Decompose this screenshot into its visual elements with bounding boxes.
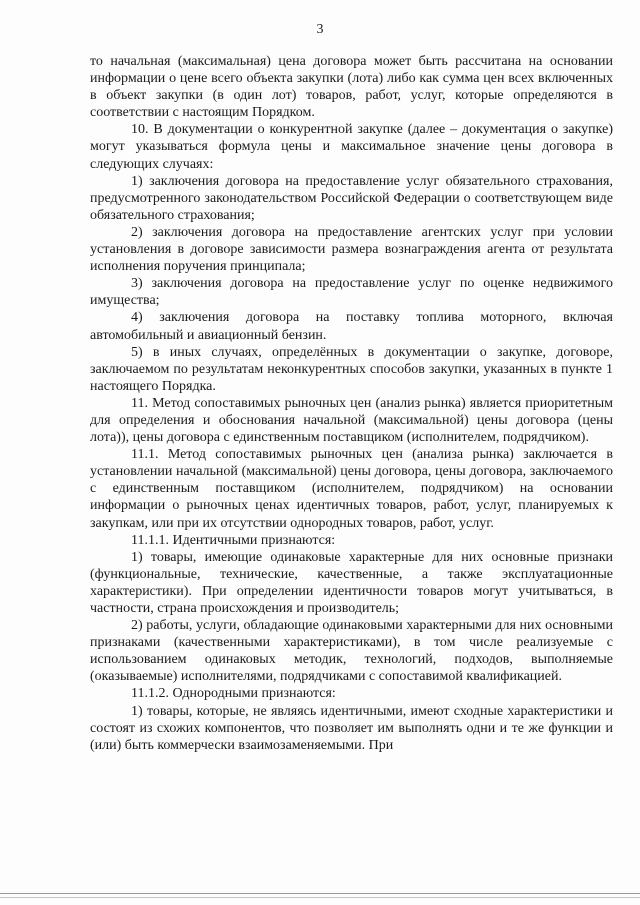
paragraph-clause-10-item-1: 1) заключения договора на предоставление услуг обязательного страхования, предусмотренного законодательством Российской Федерации о соответствующем виде обязательного страхования; xyxy=(90,173,613,223)
paragraph-clause-11-1-1: 11.1.1. Идентичными признаются: xyxy=(131,532,336,548)
document-body xyxy=(90,53,613,754)
paragraph-clause-10-item-3: 3) заключения договора на предоставление услуг по оценке недвижимого имущества; xyxy=(90,276,613,309)
paragraph-clause-10-item-2: 2) заключения договора на предоставление агентских услуг при условии установления в договоре зависимости размера вознаграждения агента от результата исполнения поручения принципала; xyxy=(90,224,613,275)
paragraph-clause-11: 11. Метод сопоставимых рыночных цен (анализ рынка) является приоритетным для определения и обоснования начальной (максимальной) цены договора (цены лота)), цены договора с единственным поставщиком (исполнителем, подрядчиком). xyxy=(90,395,613,446)
paragraph-clause-10-item-5: 5) в иных случаях, определённых в документации о закупке, договоре, заключаемом по результатам неконкурентных способов закупки, указанных в пункте 1 настоящего Порядка. xyxy=(90,344,613,394)
paragraph-clause-11-1: 11.1. Метод сопоставимых рыночных цен (анализа рынка) заключается в установлении начальной (максимальной) цены договора, цены договора, заключаемого с единственным поставщиком (исполнителем, подрядчиком) на основании информации о рыночных ценах идентичных товаров, работ, услуг, планируемых к закупкам, или при их отсутствии однородных товаров, работ, услуг. xyxy=(90,447,613,531)
paragraph-clause-10: 10. В документации о конкурентной закупке (далее – документация о закупке) могут указываться формула цены и максимальное значение цены договора в следующих случаях: xyxy=(90,122,613,172)
scan-edge-line xyxy=(0,893,640,894)
paragraph-continuation: то начальная (максимальная) цена договора может быть рассчитана на основании информации о цене всего объекта закупки (лота) либо как сумма цен всех включенных в объект закупки (в один лот) товаров, работ, услуг, которые определяются в соответствии с настоящим Порядком. xyxy=(90,54,613,121)
paragraph-clause-11-1-2-item-1: 1) товары, которые, не являясь идентичными, имеют сходные характеристики и состоят из схожих компонентов, что позволяет им выполнять одни и те же функции и (или) быть коммерчески взаимозаменяемыми. При xyxy=(90,703,613,753)
paragraph-clause-10-item-4: 4) заключения договора на поставку топлива моторного, включая автомобильный и авиационный бензин. xyxy=(90,310,613,343)
scan-edge-line-secondary xyxy=(0,897,640,898)
paragraph-clause-11-1-1-item-1: 1) товары, имеющие одинаковые характерные для них основные признаки (функциональные, технические, качественные, а также эксплуатационные характеристики). При определении идентичности товаров могут учитываться, в частности, страна происхождения и производитель; xyxy=(90,549,613,616)
paragraph-clause-11-1-2: 11.1.2. Однородными признаются: xyxy=(131,686,336,702)
paragraph-clause-11-1-1-item-2: 2) работы, услуги, обладающие одинаковыми характерными для них основными признаками (качественными характеристиками), в том числе реализуемые с использованием одинаковых методик, технологий, подходов, выполняемые (оказываемые) исполнителями, подрядчиками с сопоставимой квалификацией. xyxy=(90,618,613,685)
page-number: 3 xyxy=(316,22,324,37)
